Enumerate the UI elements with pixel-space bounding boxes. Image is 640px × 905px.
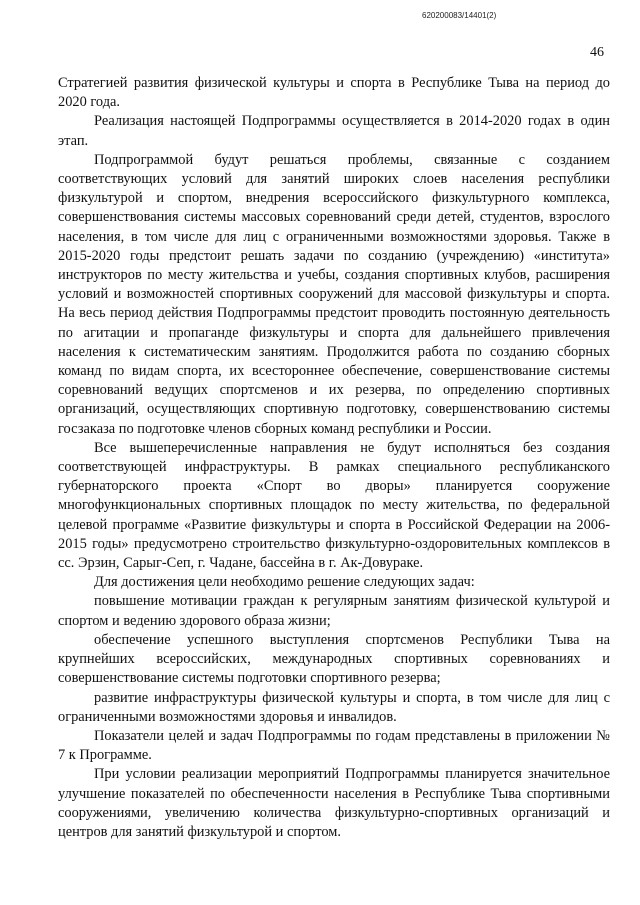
- paragraph-task-motivation: повышение мотивации граждан к регулярным занятиям физической культурой и спортом и ведению здорового образа жизни;: [58, 593, 610, 629]
- paragraph-problems: Подпрограммой будут решаться проблемы, связанные с созданием соответствующих условий для занятий широких слоев населения республики физкультурой и спортом, внедрения всероссийского физкультурного комплекса, совершенствования системы массовых соревнований среди детей, студентов, взрослого населения, в том числе для лиц с ограниченными возможностями здоровья. Также в 2015-2020 годы предстоит решать задачи по созданию (учреждению) «института» инструкторов по месту жительства и учебы, создания спортивных клубов, расширения условий и возможностей спортивных сооружений для массовой физкультуры и спорта. На весь период действия Подпрограммы предстоит проводить постоянную деятельность по агитации и пропаганде физкультуры и спорта для дальнейшего привлечения населения к систематическим занятиям. Продолжится работа по созданию сборных команд по видам спорта, их всестороннее обеспечение, совершенствование системы соревнований ведущих спортсменов и их резерва, по определению спортивных организаций, осуществляющих спортивную подготовку, совершенствованию системы госзаказа по подготовке членов сборных команд республики и России.: [58, 151, 610, 437]
- paragraph-strategy-continuation: Стратегией развития физической культуры и спорта в Республике Тыва на период до 2020 года.: [58, 75, 610, 111]
- paragraph-infrastructure: Все вышеперечисленные направления не будут исполняться без создания соответствующей инфраструктуры. В рамках специального республиканского губернаторского проекта «Спорт во дворы» планируется сооружение многофункциональных спортивных площадок по месту жительства, по федеральной целевой программе «Развитие физкультуры и спорта в Российской Федерации на 2006-2015 годы» предусмотрено строительство физкультурно-оздоровительных комплексов в сс. Эрзин, Сарыг-Сеп, г. Чадане, бассейна в г. Ак-Довураке.: [58, 439, 610, 572]
- paragraph-implementation-period: Реализация настоящей Подпрограммы осуществляется в 2014-2020 годах в один этап.: [58, 113, 610, 149]
- page-number: 46: [590, 45, 604, 60]
- paragraph-expected-results: При условии реализации мероприятий Подпрограммы планируется значительное улучшение показателей по обеспеченности населения в Республике Тыва спортивными сооружениями, увеличению количества физкультурно-спортивных организаций и центров для занятий физкультурой и спортом.: [58, 766, 610, 840]
- document-code: 620200083/14401(2): [422, 11, 497, 20]
- body-text: [58, 74, 610, 842]
- paragraph-tasks-intro: Для достижения цели необходимо решение следующих задач:: [94, 574, 475, 591]
- paragraph-task-infrastructure: развитие инфраструктуры физической культуры и спорта, в том числе для лиц с ограниченными возможностями здоровья и инвалидов.: [58, 689, 610, 725]
- paragraph-task-athletes: обеспечение успешного выступления спортсменов Республики Тыва на крупнейших всероссийских, международных спортивных соревнованиях и совершенствование системы подготовки спортивного резерва;: [58, 631, 610, 687]
- paragraph-indicators: Показатели целей и задач Подпрограммы по годам представлены в приложении № 7 к Программе.: [58, 727, 610, 764]
